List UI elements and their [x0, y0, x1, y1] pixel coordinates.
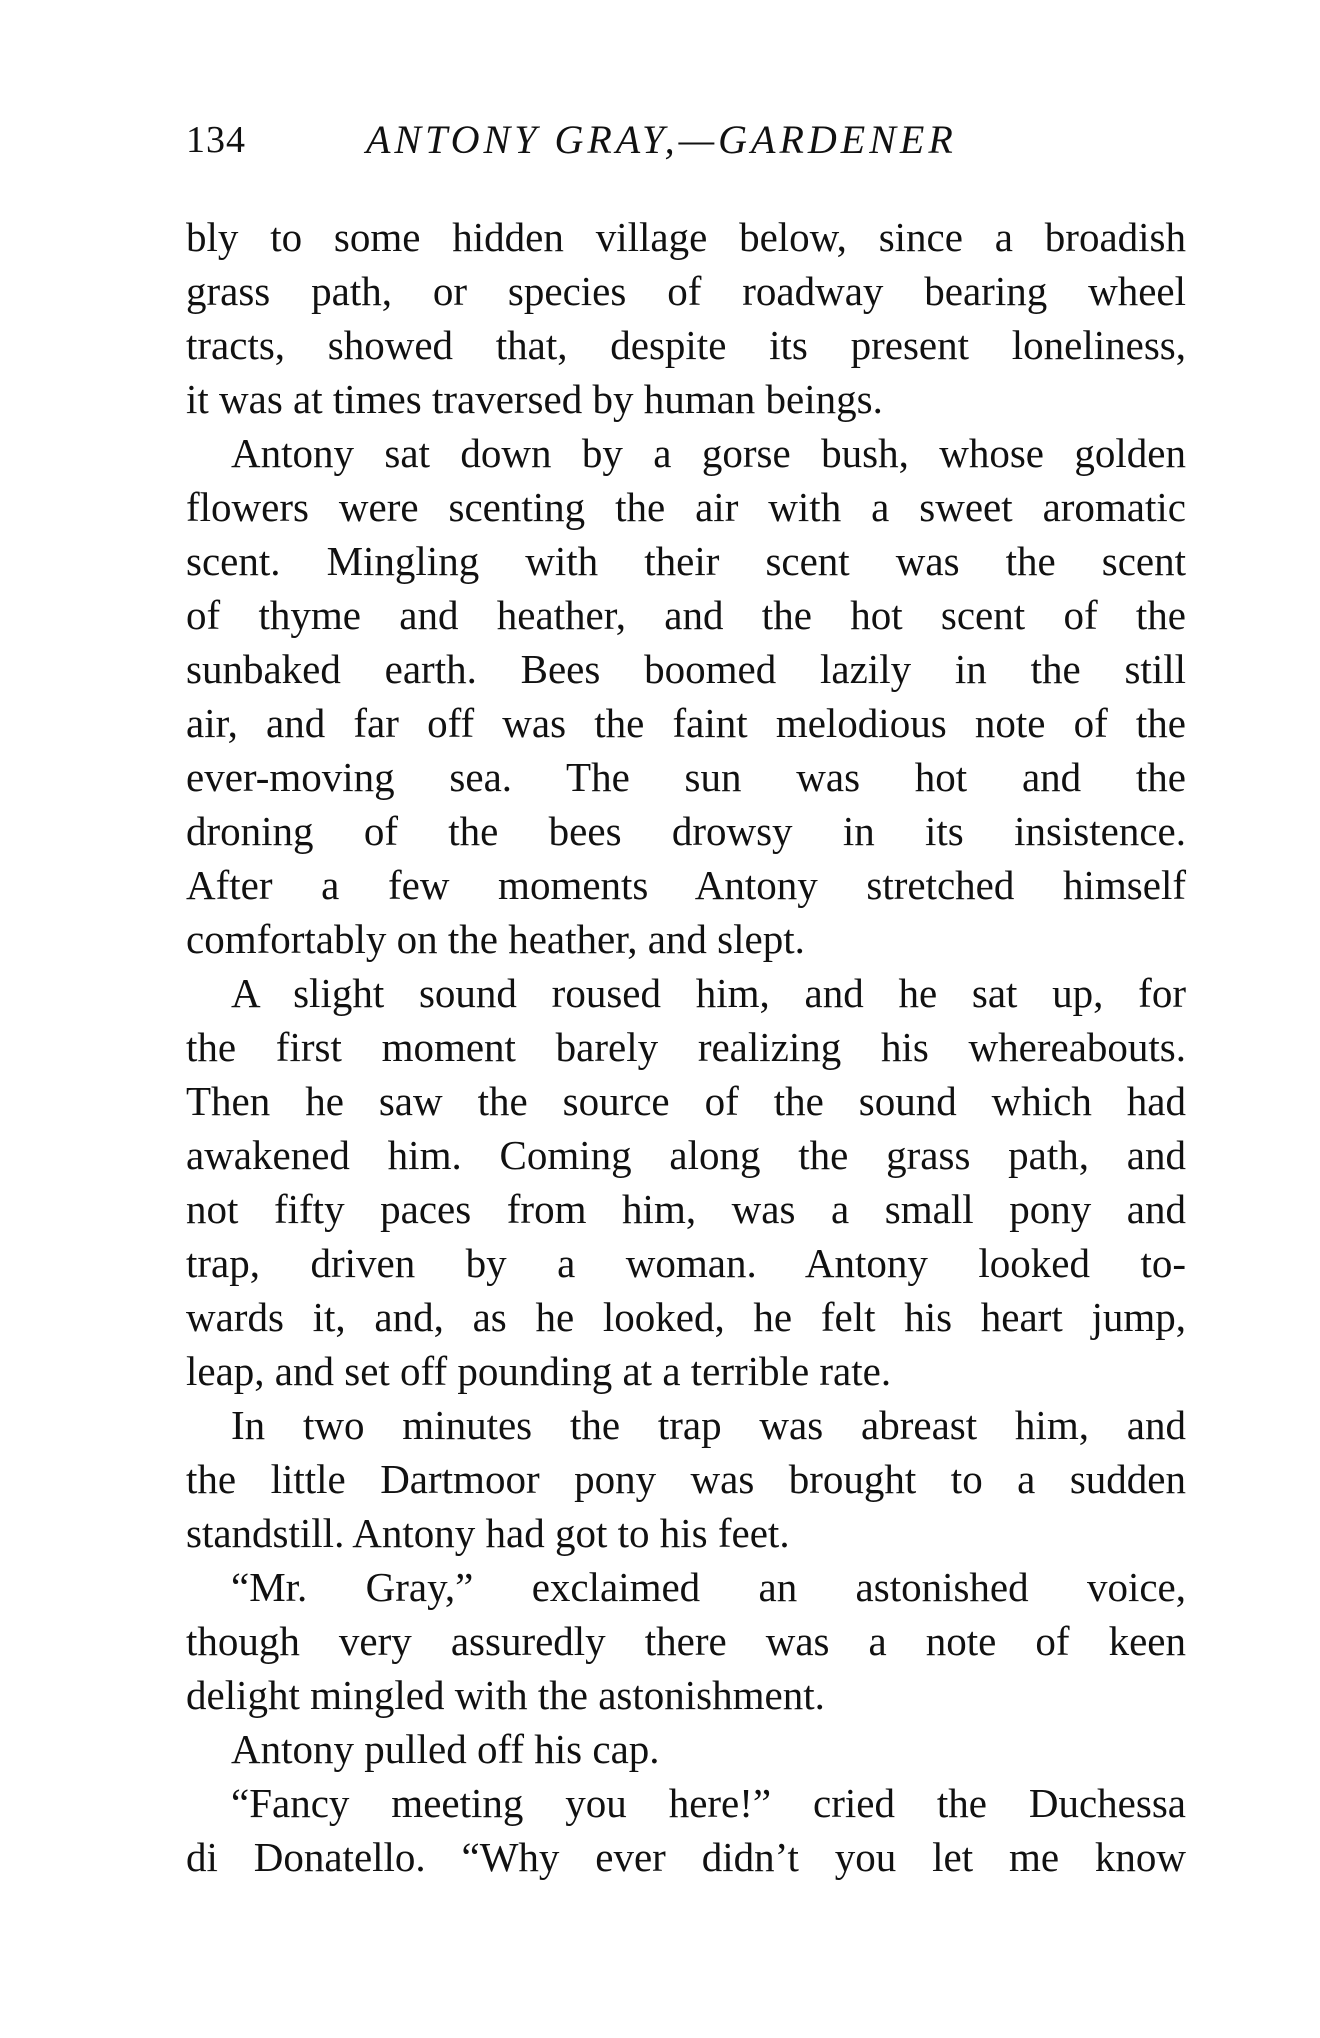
text-line: the little Dartmoor pony was brought to a sudden	[186, 1456, 1186, 1502]
text-line: droning of the bees drowsy in its insistence.	[186, 808, 1186, 854]
text-line: not fifty paces from him, was a small pony and	[186, 1186, 1186, 1232]
text-line: di Donatello. “Why ever didn’t you let me know	[186, 1834, 1186, 1880]
page-number: 134	[186, 119, 246, 161]
text-line: scent. Mingling with their scent was the scent	[186, 538, 1186, 584]
running-head: ANTONY GRAY,—GARDENER	[366, 117, 957, 162]
text-line: Then he saw the source of the sound which had	[186, 1078, 1186, 1124]
text-line: though very assuredly there was a note of keen	[186, 1618, 1186, 1664]
text-line: leap, and set off pounding at a terrible rate.	[186, 1348, 892, 1394]
text-line: “Mr. Gray,” exclaimed an astonished voice,	[231, 1564, 1186, 1610]
paragraph	[186, 210, 1186, 426]
text-line: the first moment barely realizing his whereabouts.	[186, 1024, 1186, 1070]
text-line: it was at times traversed by human beings.	[186, 376, 883, 422]
text-line: tracts, showed that, despite its present loneliness,	[186, 322, 1186, 368]
text-line: Antony pulled off his cap.	[231, 1726, 660, 1772]
text-line: ever-moving sea. The sun was hot and the	[186, 754, 1186, 800]
paragraph	[186, 1776, 1186, 1884]
text-line: Antony sat down by a gorse bush, whose golden	[231, 430, 1186, 476]
text-line: standstill. Antony had got to his feet.	[186, 1510, 790, 1556]
text-line: In two minutes the trap was abreast him, and	[231, 1402, 1186, 1448]
text-line: flowers were scenting the air with a sweet aromatic	[186, 484, 1186, 530]
text-line: bly to some hidden village below, since a broadish	[186, 214, 1186, 260]
paragraph	[186, 966, 1186, 1398]
text-line: wards it, and, as he looked, he felt his heart jump,	[186, 1294, 1186, 1340]
body-text	[186, 210, 1186, 1884]
text-line: air, and far off was the faint melodious note of the	[186, 700, 1186, 746]
paragraph	[186, 426, 1186, 966]
paragraph	[186, 1398, 1186, 1560]
text-line: awakened him. Coming along the grass path, and	[186, 1132, 1186, 1178]
text-line: trap, driven by a woman. Antony looked to-	[186, 1240, 1186, 1286]
text-line: grass path, or species of roadway bearing wheel	[186, 268, 1186, 314]
text-line: A slight sound roused him, and he sat up, for	[231, 970, 1186, 1016]
text-line: After a few moments Antony stretched himself	[186, 862, 1186, 908]
text-line: sunbaked earth. Bees boomed lazily in the still	[186, 646, 1186, 692]
text-line: “Fancy meeting you here!” cried the Duchessa	[231, 1780, 1186, 1826]
text-line: comfortably on the heather, and slept.	[186, 916, 805, 962]
page-header	[186, 110, 1186, 170]
text-line: delight mingled with the astonishment.	[186, 1672, 825, 1718]
text-line: of thyme and heather, and the hot scent of the	[186, 592, 1186, 638]
paragraph	[186, 1560, 1186, 1722]
paragraph	[186, 1722, 1186, 1776]
